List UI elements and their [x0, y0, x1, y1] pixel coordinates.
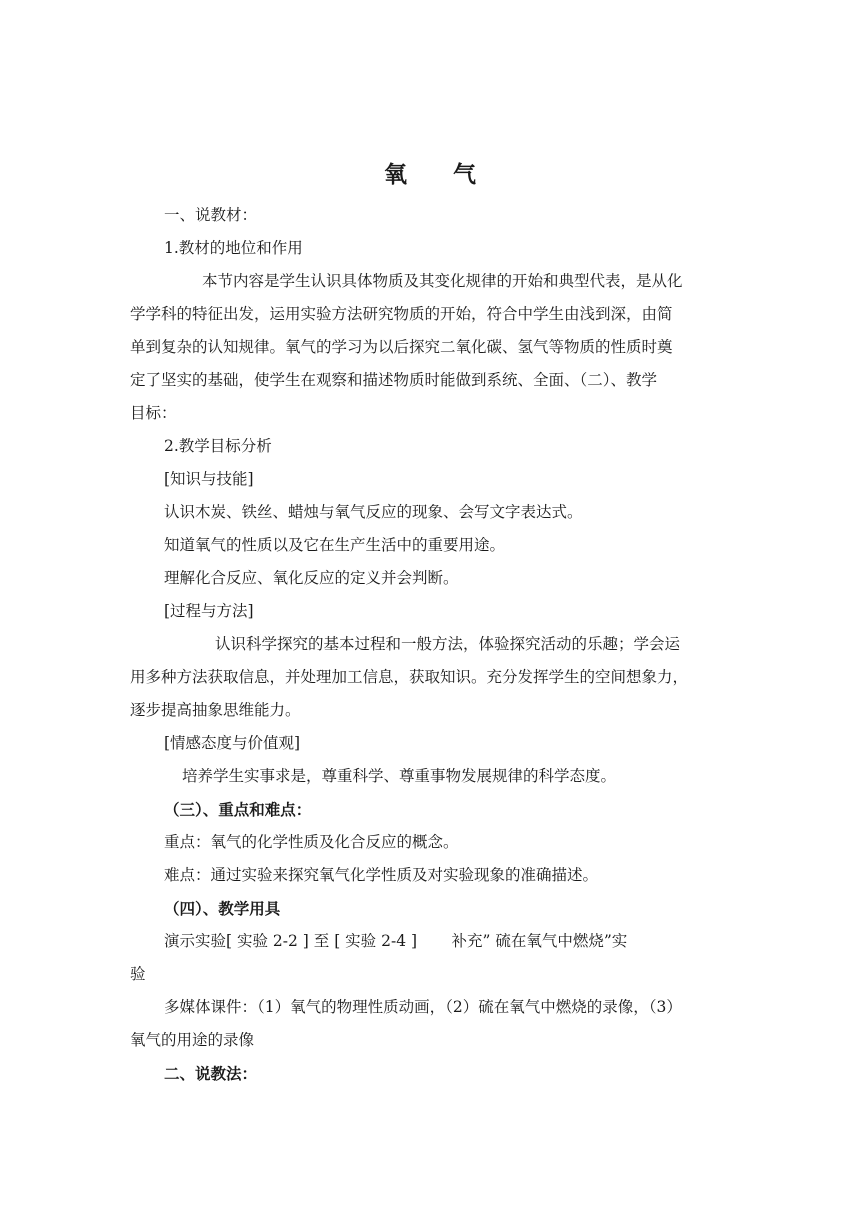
title-char-2: 气	[453, 161, 476, 188]
title-char-1: 氧	[384, 161, 407, 188]
bracket-heading-process: [过程与方法]	[164, 602, 254, 620]
section-heading-2: 二、说教法：	[164, 1064, 258, 1083]
knowledge-item: 理解化合反应、氧化反应的定义并会判断。	[164, 569, 459, 587]
bracket-heading-knowledge: [知识与技能]	[164, 470, 254, 488]
document-body	[130, 199, 730, 1090]
paragraph-line: 验	[130, 965, 146, 983]
paragraph-line: 逐步提高抽象思维能力。	[130, 701, 301, 719]
subsection-heading-1: 1.教材的地位和作用	[164, 239, 303, 257]
paragraph-line: 演示实验[ 实验 2-2 ] 至 [ 实验 2-4 ] 补充” 硫在氧气中燃烧”实	[164, 932, 628, 950]
section-heading-teaching-tools: （四）、教学用具	[164, 899, 281, 918]
paragraph-2	[130, 628, 730, 727]
paragraph-line: 定了坚实的基础，使学生在观察和描述物质时能做到系统、全面、（二）、教学	[130, 371, 658, 389]
paragraph-4	[130, 991, 730, 1057]
subsection-heading-2: 2.教学目标分析	[164, 437, 272, 455]
key-point: 重点：氧气的化学性质及化合反应的概念。	[164, 833, 459, 851]
paragraph-1	[130, 265, 730, 430]
section-heading-1: 一、说教材：	[164, 206, 258, 224]
paragraph-line: 用多种方法获取信息，并处理加工信息，获取知识。充分发挥学生的空间想象力，	[130, 668, 689, 686]
knowledge-item: 认识木炭、铁丝、蜡烛与氧气反应的现象、会写文字表达式。	[164, 503, 583, 521]
paragraph-line: 本节内容是学生认识具体物质及其变化规律的开始和典型代表，是从化	[202, 272, 683, 290]
paragraph-line: 认识科学探究的基本过程和一般方法，体验探究活动的乐趣；学会运	[215, 635, 681, 653]
paragraph-line: 目标：	[130, 404, 177, 422]
paragraph-line: 单到复杂的认知规律。氧气的学习为以后探究二氧化碳、氢气等物质的性质时奠	[130, 338, 673, 356]
difficult-point: 难点：通过实验来探究氧气化学性质及对实验现象的准确描述。	[164, 866, 599, 884]
document-title	[0, 156, 860, 189]
paragraph-line: 学学科的特征出发，运用实验方法研究物质的开始，符合中学生由浅到深，由简	[130, 305, 673, 323]
paragraph-line: 氧气的用途的录像	[130, 1031, 255, 1049]
section-heading-key-points: （三）、重点和难点：	[164, 800, 312, 819]
knowledge-item: 知道氧气的性质以及它在生产生活中的重要用途。	[164, 536, 506, 554]
attitude-item: 培养学生实事求是，尊重科学、尊重事物发展规律的科学态度。	[182, 767, 617, 785]
paragraph-line: 多媒体课件：（1）氧气的物理性质动画，（2）硫在氧气中燃烧的录像，（3）	[164, 998, 682, 1016]
paragraph-3	[130, 925, 730, 991]
bracket-heading-attitude: [情感态度与价值观]	[164, 734, 301, 752]
